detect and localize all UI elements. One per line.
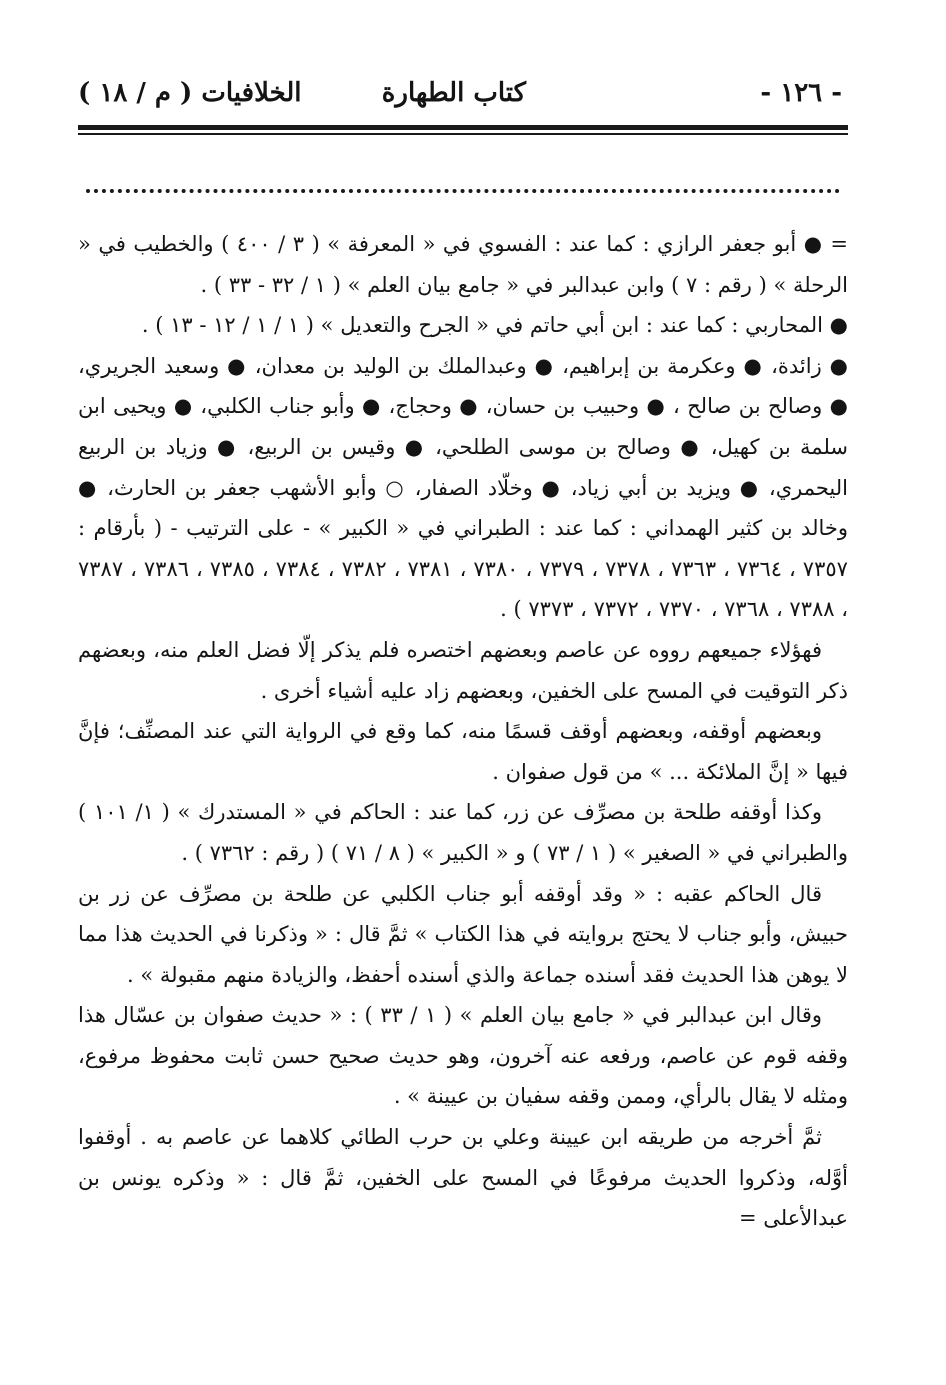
paragraph: = ● أبو جعفر الرازي : كما عند : الفسوي في « المعرفة » ( ٣ / ٤٠٠ ) والخطيب في « الرحلة » ( رقم : ٧ ) وابن عبدالبر في « جامع بيان العلم » ( ١ / ٣٢ - ٣٣ ) . <box>78 232 848 297</box>
book-title: كتاب الطهارة <box>381 78 526 108</box>
dotted-separator <box>86 165 840 193</box>
paragraph: وبعضهم أوقفه، وبعضهم أوقف قسمًا منه، كما وقع في الرواية التي عند المصنِّف؛ فإنَّ فيها « إنَّ الملائكة ... » من قول صفوان . <box>78 719 848 784</box>
section-title: الخلافيات ( م / ١٨ ) <box>78 78 302 108</box>
page-number: - ١٢٦ - <box>760 78 842 108</box>
paragraph: ثمَّ أخرجه من طريقه ابن عيينة وعلي بن حرب الطائي كلاهما عن عاصم به . أوقفوا أوَّله، وذكروا الحديث مرفوعًا في المسح على الخفين، ثمَّ قال : « وذكره يونس بن عبدالأعلى = <box>78 1125 848 1231</box>
paragraph: ● المحاربي : كما عند : ابن أبي حاتم في « الجرح والتعديل » ( ١ / ١ / ١٢ - ١٣ ) . <box>141 313 848 338</box>
page-header <box>78 70 848 120</box>
header-rule-thin <box>78 133 848 135</box>
header-rule-thick <box>78 125 848 130</box>
paragraph: وكذا أوقفه طلحة بن مصرِّف عن زر، كما عند : الحاكم في « المستدرك » ( ١/ ١٠١ ) والطبراني في « الصغير » ( ١ / ٧٣ ) و « الكبير » ( ٨ / ٧١ ) ( رقم : ٧٣٦٢ ) . <box>78 800 848 865</box>
paragraph: ● زائدة، ● وعكرمة بن إبراهيم، ● وعبدالملك بن الوليد بن معدان، ● وسعيد الجريري، ● وصالح بن صالح ، ● وحبيب بن حسان، ● وحجاج، ● وأبو جناب الكلبي، ● ويحيى ابن سلمة بن كهيل، ● وصالح بن موسى الطلحي، ● وقيس بن الربيع، ● وزياد بن الربيع اليحمري، ● ويزيد بن أبي زياد، ● وخلّاد الصفار، ○ وأبو الأشهب جعفر بن الحارث، ● وخالد بن كثير الهمداني : كما عند : الطبراني في « الكبير » - على الترتيب - ( بأرقام : ٧٣٥٧ ، ٧٣٦٤ ، ٧٣٦٣ ، ٧٣٧٨ ، ٧٣٧٩ ، ٧٣٨٠ ، ٧٣٨١ ، ٧٣٨٢ ، ٧٣٨٤ ، ٧٣٨٥ ، ٧٣٨٦ ، ٧٣٨٧ ، ٧٣٨٨ ، ٧٣٦٨ ، ٧٣٧٠ ، ٧٣٧٢ ، ٧٣٧٣ ) . <box>78 353 848 622</box>
paragraph: وقال ابن عبدالبر في « جامع بيان العلم » ( ١ / ٣٣ ) : « حديث صفوان بن عسّال هذا وقفه قوم عن عاصم، ورفعه عنه آخرون، وهو حديث صحيح حسن ثابت محفوظ مرفوع، ومثله لا يقال بالرأي، وممن وقفه سفيان بن عيينة » . <box>78 1003 848 1109</box>
paragraph: فهؤلاء جميعهم رووه عن عاصم وبعضهم اختصره فلم يذكر إلّا فضل العلم منه، وبعضهم ذكر التوقيت في المسح على الخفين، وبعضهم زاد عليه أشياء أخرى . <box>78 637 848 703</box>
paragraph: قال الحاكم عقبه : « وقد أوقفه أبو جناب الكلبي عن طلحة بن مصرِّف عن زر بن حبيش، وأبو جناب لا يحتج بروايته في هذا الكتاب » ثمَّ قال : « وذكرنا في الحديث هذا مما لا يوهن هذا الحديث فقد أسنده جماعة والذي أسنده أحفظ، والزيادة منهم مقبولة » . <box>78 881 848 987</box>
footnote-body <box>78 224 848 1239</box>
